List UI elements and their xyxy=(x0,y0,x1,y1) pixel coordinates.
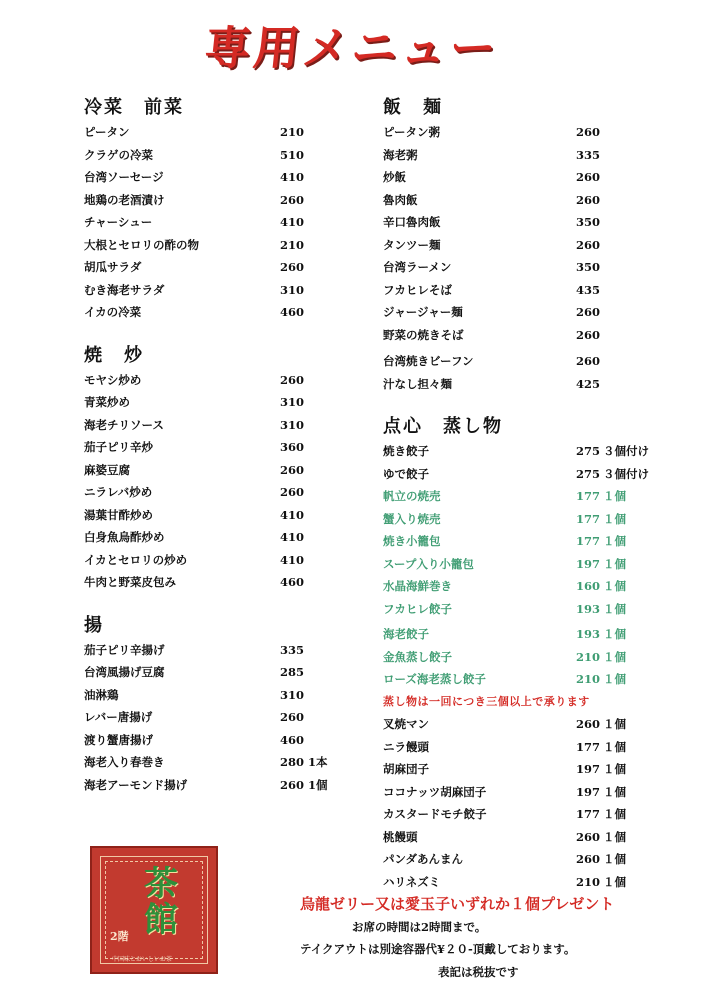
menu-item-price: 275 xyxy=(576,444,601,458)
menu-item-unit: １個 xyxy=(603,874,626,889)
menu-item xyxy=(383,575,673,598)
menu-item xyxy=(383,871,673,894)
menu-item-price: 210 xyxy=(576,649,601,664)
section-title: 焼 炒 xyxy=(84,344,144,366)
menu-item-name: ジャージャー麺 xyxy=(383,305,463,319)
menu-item-price: 260 xyxy=(280,710,305,724)
menu-item xyxy=(84,571,364,594)
menu-item-name: 炒飯 xyxy=(383,170,406,184)
menu-item-price: 410 xyxy=(280,170,305,184)
menu-item-price: 310 xyxy=(280,395,305,409)
menu-item-price: 410 xyxy=(280,215,305,229)
menu-item-unit: １個 xyxy=(603,579,626,593)
menu-item xyxy=(84,526,364,549)
menu-item-name: 地鶏の老酒漬け xyxy=(84,192,165,207)
menu-item-name: 青菜炒め xyxy=(84,395,130,409)
menu-item-name: パンダあんまん xyxy=(383,852,464,866)
menu-item-price: 310 xyxy=(280,687,305,702)
menu-item-name: 渡り蟹唐揚げ xyxy=(84,732,153,747)
menu-item-price: 177 xyxy=(576,739,601,754)
section-title: 冷菜 前菜 xyxy=(84,97,184,118)
menu-item-price: 260 xyxy=(280,462,305,477)
menu-item xyxy=(84,706,364,729)
menu-item-unit: １個 xyxy=(603,511,626,526)
menu-item-name: フカヒレそば xyxy=(383,282,452,297)
menu-item-price: 160 xyxy=(576,579,601,593)
menu-item-unit: １個 xyxy=(603,534,626,548)
menu-item xyxy=(383,598,673,621)
menu-item-name: フカヒレ餃子 xyxy=(383,601,452,616)
section-fried xyxy=(84,612,364,797)
menu-item-price: 177 xyxy=(576,511,601,526)
menu-item xyxy=(84,774,364,797)
menu-item-name: 焼き餃子 xyxy=(383,444,429,458)
menu-item-price: 410 xyxy=(280,507,305,522)
menu-item-name: 台湾ソーセージ xyxy=(84,170,164,184)
menu-item-price: 410 xyxy=(280,552,305,567)
menu-item xyxy=(383,144,673,167)
menu-item-name: 焼き小籠包 xyxy=(383,534,441,548)
menu-item-name: ニラレバ炒め xyxy=(84,485,153,499)
logo-brand-text: 茶館 xyxy=(144,864,178,940)
menu-item-name: 麻婆豆腐 xyxy=(84,462,130,477)
menu-item xyxy=(84,414,364,437)
menu-item xyxy=(84,729,364,752)
menu-item-unit: １個 xyxy=(603,739,626,754)
menu-item xyxy=(383,848,673,871)
section-title: 点心 蒸し物 xyxy=(383,416,503,437)
menu-item-price: 285 xyxy=(280,665,305,679)
menu-item xyxy=(84,481,364,504)
menu-item xyxy=(383,713,673,736)
takeout-note: テイクアウトは別途容器代¥２０-頂戴しております。 xyxy=(300,942,576,956)
menu-item-name: チャーシュー xyxy=(84,215,153,229)
menu-item xyxy=(383,121,673,144)
menu-item xyxy=(383,211,673,234)
menu-item xyxy=(84,549,364,572)
menu-item-unit: １個 xyxy=(603,672,626,686)
menu-item xyxy=(84,189,364,212)
section-title: 飯 麺 xyxy=(383,97,443,118)
menu-item-price: 193 xyxy=(576,601,601,616)
menu-item-price: 280 xyxy=(280,755,305,769)
menu-item xyxy=(383,758,673,781)
menu-item-unit: ３個付け xyxy=(603,444,649,458)
menu-item xyxy=(84,639,364,662)
menu-item-unit: １個 xyxy=(603,784,626,799)
menu-item-name: ゆで餃子 xyxy=(383,466,429,481)
menu-item-name: 魯肉飯 xyxy=(383,192,418,207)
menu-item xyxy=(383,826,673,849)
menu-item-unit: １個 xyxy=(603,627,626,641)
menu-item-price: 177 xyxy=(576,807,601,821)
promo-text: 烏龍ゼリー又は愛玉子いずれか１個プレゼント xyxy=(300,895,615,913)
menu-item-price: 260 xyxy=(576,717,601,731)
menu-item xyxy=(383,166,673,189)
steamed-note: 蒸し物は一回につき三個以上で承ります xyxy=(383,694,590,708)
menu-item-price: 435 xyxy=(576,282,601,297)
seat-time-note: お席の時間は2時間まで。 xyxy=(352,920,487,934)
menu-item-price: 260 xyxy=(576,327,601,342)
menu-item-name: ローズ海老蒸し餃子 xyxy=(383,672,486,686)
menu-item-name: 汁なし担々麺 xyxy=(383,376,452,391)
menu-item-name: モヤシ炒め xyxy=(84,372,142,387)
menu-item xyxy=(383,668,673,691)
menu-item xyxy=(84,234,364,257)
menu-item-unit: ３個付け xyxy=(603,466,649,481)
menu-item-price: 260 xyxy=(576,829,601,844)
menu-item-price: 410 xyxy=(280,530,305,544)
menu-item-unit: １個 xyxy=(603,717,626,731)
menu-item xyxy=(84,256,364,279)
menu-item-price: 335 xyxy=(576,147,601,162)
menu-item xyxy=(84,504,364,527)
menu-item-price: 260 xyxy=(576,354,601,368)
menu-item-name: 海老チリソース xyxy=(84,417,164,432)
menu-item-name: 蟹入り焼売 xyxy=(383,511,441,526)
menu-item-name: 台湾風揚げ豆腐 xyxy=(84,665,165,679)
menu-item xyxy=(383,350,673,373)
menu-item-name: ピータン粥 xyxy=(383,125,441,139)
menu-item-name: 野菜の焼きそば xyxy=(383,327,464,342)
menu-item-price: 425 xyxy=(576,376,601,391)
menu-item-name: 茄子ピリ辛揚げ xyxy=(84,642,165,657)
menu-item-name: 牛肉と野菜皮包み xyxy=(84,575,176,589)
menu-item xyxy=(84,301,364,324)
menu-item-name: ピータン xyxy=(84,125,130,139)
section-title: 揚 xyxy=(84,614,104,636)
menu-item-unit: １個 xyxy=(603,829,626,844)
menu-item-name: 白身魚烏酢炒め xyxy=(84,530,165,544)
menu-item xyxy=(84,121,364,144)
menu-item-unit: １個 xyxy=(603,489,626,503)
menu-item-name: 叉焼マン xyxy=(383,717,429,731)
menu-item-unit: １個 xyxy=(603,807,626,821)
menu-item xyxy=(84,751,364,774)
menu-item-name: 茄子ピリ辛炒 xyxy=(84,440,153,454)
menu-item-price: 177 xyxy=(576,534,601,548)
menu-item-unit: 1個 xyxy=(308,777,328,792)
menu-item-name: イカの冷菜 xyxy=(84,305,142,319)
menu-item-price: 275 xyxy=(576,466,601,481)
menu-item-unit: １個 xyxy=(603,556,626,571)
menu-item xyxy=(383,279,673,302)
menu-item-price: 210 xyxy=(280,125,305,139)
logo-floor-text: 2階 xyxy=(110,930,129,943)
menu-item-name: ココナッツ胡麻団子 xyxy=(383,784,487,799)
menu-item-name: 桃饅頭 xyxy=(383,829,418,844)
menu-item xyxy=(383,623,673,646)
menu-item-unit: １個 xyxy=(603,649,626,664)
menu-item-name: 胡瓜サラダ xyxy=(84,260,142,274)
menu-item xyxy=(84,684,364,707)
menu-item-price: 360 xyxy=(280,440,305,454)
menu-item xyxy=(383,234,673,257)
menu-item xyxy=(383,646,673,669)
menu-item-name: ハリネズミ xyxy=(383,874,441,889)
menu-item xyxy=(383,803,673,826)
menu-item-name: 海老粥 xyxy=(383,147,418,162)
menu-item-name: 大根とセロリの酢の物 xyxy=(84,237,199,252)
menu-item xyxy=(84,279,364,302)
menu-item-price: 260 xyxy=(280,777,305,792)
menu-item-price: 197 xyxy=(576,784,601,799)
menu-item-name: クラゲの冷菜 xyxy=(84,147,153,162)
section-cold-dishes xyxy=(84,94,364,324)
menu-item-name: 海老アーモンド揚げ xyxy=(84,777,188,792)
menu-item xyxy=(84,391,364,414)
menu-title: 専用メニュー xyxy=(201,21,502,75)
menu-item-name: 油淋鶏 xyxy=(84,687,119,702)
menu-item-name: 水晶海鮮巻き xyxy=(383,579,452,593)
menu-item-price: 260 xyxy=(280,485,305,499)
section-rice-noodles xyxy=(383,94,673,395)
menu-item xyxy=(383,463,673,486)
menu-item-price: 460 xyxy=(280,305,305,319)
menu-item xyxy=(383,553,673,576)
menu-item-price: 260 xyxy=(576,125,601,139)
menu-item-price: 210 xyxy=(576,874,601,889)
menu-item-price: 260 xyxy=(280,260,305,274)
menu-item xyxy=(84,211,364,234)
menu-item-price: 335 xyxy=(280,642,305,657)
menu-item xyxy=(84,166,364,189)
left-column xyxy=(84,94,364,796)
menu-item-price: 260 xyxy=(576,192,601,207)
menu-item-unit: １個 xyxy=(603,762,626,776)
menu-item-name: 辛口魯肉飯 xyxy=(383,215,441,229)
menu-item-unit: １個 xyxy=(603,852,626,866)
menu-item xyxy=(383,324,673,347)
menu-item-price: 510 xyxy=(280,147,305,162)
menu-item xyxy=(383,485,673,508)
menu-item-name: 金魚蒸し餃子 xyxy=(383,649,452,664)
menu-item-name: 台湾ラーメン xyxy=(383,260,452,274)
menu-item xyxy=(84,436,364,459)
menu-item-price: 350 xyxy=(576,215,601,229)
menu-item xyxy=(383,256,673,279)
right-column xyxy=(383,94,673,893)
menu-item-price: 260 xyxy=(280,372,305,387)
menu-item-price: 350 xyxy=(576,260,601,274)
menu-item-unit: 1本 xyxy=(308,755,328,769)
menu-item xyxy=(383,440,673,463)
menu-item-price: 197 xyxy=(576,556,601,571)
menu-item-price: 460 xyxy=(280,732,305,747)
menu-item xyxy=(383,301,673,324)
menu-item xyxy=(84,661,364,684)
menu-item xyxy=(84,459,364,482)
menu-item-name: 台湾焼きビーフン xyxy=(383,354,474,368)
menu-item-name: 海老餃子 xyxy=(383,627,429,641)
menu-item-price: 193 xyxy=(576,627,601,641)
menu-item-price: 260 xyxy=(576,237,601,252)
menu-item xyxy=(383,781,673,804)
logo-subtitle: 中国味とおいしいお茶 xyxy=(112,956,173,963)
menu-item-price: 310 xyxy=(280,282,305,297)
menu-item-price: 210 xyxy=(280,237,305,252)
menu-item-price: 260 xyxy=(576,852,601,866)
menu-item-name: タンツー麺 xyxy=(383,237,441,252)
menu-item-name: ニラ饅頭 xyxy=(383,739,429,754)
menu-item-price: 210 xyxy=(576,672,601,686)
menu-item-name: レバー唐揚げ xyxy=(84,710,153,724)
menu-item-unit: １個 xyxy=(603,601,626,616)
menu-item xyxy=(84,144,364,167)
menu-item xyxy=(383,508,673,531)
tax-note: 表記は税抜です xyxy=(438,965,519,979)
section-dimsum xyxy=(383,413,673,893)
menu-item-name: イカとセロリの炒め xyxy=(84,552,188,567)
menu-item xyxy=(383,189,673,212)
menu-item-price: 260 xyxy=(576,305,601,319)
menu-item-price: 310 xyxy=(280,417,305,432)
menu-item-price: 460 xyxy=(280,575,305,589)
menu-item xyxy=(84,369,364,392)
menu-item-price: 260 xyxy=(280,192,305,207)
menu-item-price: 260 xyxy=(576,170,601,184)
menu-item-price: 177 xyxy=(576,489,601,503)
menu-item-name: むき海老サラダ xyxy=(84,282,165,297)
menu-item-price: 197 xyxy=(576,762,601,776)
menu-item-name: カスタードモチ餃子 xyxy=(383,807,487,821)
menu-item-name: 帆立の焼売 xyxy=(383,489,441,503)
menu-item-name: スープ入り小籠包 xyxy=(383,556,474,571)
menu-item-name: 海老入り春巻き xyxy=(84,755,165,769)
menu-item xyxy=(383,373,673,396)
menu-item-name: 胡麻団子 xyxy=(383,762,429,776)
menu-item xyxy=(383,736,673,759)
section-stir-fry xyxy=(84,342,364,594)
chakan-logo xyxy=(90,846,218,974)
menu-item-name: 湯葉甘酢炒め xyxy=(84,507,153,522)
menu-item xyxy=(383,530,673,553)
